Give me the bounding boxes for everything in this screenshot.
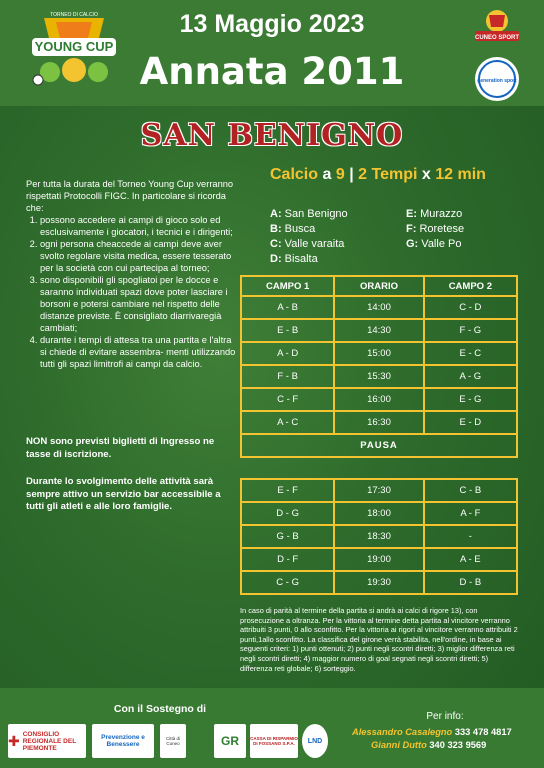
sponsor-name: Città di Cuneo	[165, 736, 180, 746]
match-time: 18:30	[334, 525, 423, 548]
match-campo-2: -	[424, 525, 517, 548]
match-campo-1: E - F	[241, 479, 334, 502]
team-name: Bisalta	[284, 253, 318, 265]
schedule-table-1	[240, 275, 518, 458]
team-entry	[270, 223, 315, 235]
match-campo-1: C - G	[241, 571, 334, 594]
schedule-row	[241, 479, 517, 502]
pausa-label: PAUSA	[241, 434, 517, 457]
schedule-row	[241, 296, 517, 319]
format-duration: 12 min	[435, 166, 486, 183]
rule-item: 2. ogni persona cheaccede ai campi deve aver svolto regolare visita medica, essere tesserato per la società con cui partecipa al torneo;	[40, 238, 236, 274]
schedule-header-row	[241, 276, 517, 296]
team-entry	[406, 238, 461, 250]
match-format	[270, 166, 486, 184]
match-campo-1: G - B	[241, 525, 334, 548]
match-campo-2: E - C	[424, 342, 517, 365]
schedule-row	[241, 365, 517, 388]
rule-item: 3. sono disponibili gli spogliatoi per le docce e saranno individuati spazi dove poter lasciare i borsoni e potersi cambiare nel rispetto delle distanze previste. È consigliato diarrivaregià cambiati;	[40, 274, 236, 334]
sponsor-name: LND	[307, 737, 323, 745]
flag-icon: ✚	[8, 732, 20, 749]
header-campo-1: CAMPO 1	[241, 276, 334, 296]
team-letter: F:	[406, 223, 417, 235]
match-campo-2: C - D	[424, 296, 517, 319]
match-campo-2: F - G	[424, 319, 517, 342]
format-a: a	[322, 166, 332, 183]
sponsor-logo	[302, 724, 328, 758]
sponsor-logo	[214, 724, 246, 758]
format-players: 9	[335, 166, 345, 183]
info-heading: Per info:	[426, 711, 464, 722]
team-name: San Benigno	[284, 208, 348, 220]
match-time: 14:00	[334, 296, 423, 319]
venue-title: SAN BENIGNO	[140, 118, 404, 153]
sponsor-logo	[250, 724, 298, 758]
match-campo-2: E - D	[424, 411, 517, 434]
match-campo-1: A - D	[241, 342, 334, 365]
sponsor-name: CASSA DI RISPARMIO DI FOSSANO S.P.A.	[250, 736, 298, 746]
schedule-row	[241, 411, 517, 434]
rules-block	[26, 178, 236, 370]
rule-item: 4. durante i tempi di attesa tra una partita e l'altra si chiede di evitare assembra- menti utilizzando tutti gli spazi limitrofi ai campi da calcio.	[40, 334, 236, 370]
cuneo-text: CUNEO SPORT	[474, 35, 520, 41]
contact-line	[352, 727, 512, 737]
schedule-row	[241, 502, 517, 525]
schedule-row	[241, 388, 517, 411]
match-campo-2: D - B	[424, 571, 517, 594]
age-group-title: Annata 2011	[139, 50, 405, 93]
team-letter: A:	[270, 208, 282, 220]
format-separator: |	[349, 166, 354, 183]
team-letter: E:	[406, 208, 417, 220]
match-time: 15:00	[334, 342, 423, 365]
generation-text: generation sport	[477, 78, 517, 84]
event-date: 13 Maggio 2023	[179, 10, 365, 38]
schedule-row	[241, 548, 517, 571]
team-letter: G:	[406, 238, 419, 250]
header-orario: ORARIO	[334, 276, 423, 296]
match-time: 18:00	[334, 502, 423, 525]
schedule-row	[241, 342, 517, 365]
support-heading: Con il Sostegno di	[113, 703, 207, 715]
format-x: x	[421, 166, 431, 183]
generation-sport-logo	[474, 56, 520, 102]
match-time: 19:00	[334, 548, 423, 571]
team-letter: D:	[270, 253, 282, 265]
match-campo-2: A - F	[424, 502, 517, 525]
team-entry	[270, 253, 318, 265]
contact-phone[interactable]: 333 478 4817	[454, 727, 512, 737]
team-letter: B:	[270, 223, 282, 235]
match-time: 17:30	[334, 479, 423, 502]
contact-line	[371, 740, 486, 750]
team-entry	[406, 208, 462, 220]
match-campo-1: E - B	[241, 319, 334, 342]
match-campo-1: A - C	[241, 411, 334, 434]
match-time: 16:30	[334, 411, 423, 434]
contact-phone[interactable]: 340 323 9569	[429, 740, 487, 750]
format-halves: 2	[358, 166, 368, 183]
bar-note: Durante lo svolgimento delle attività sarà sempre attivo un servizio bar accessibile a tutti gli atleti e alle loro famiglie.	[26, 476, 221, 512]
sponsor-name: Prevenzione e Benessere	[101, 734, 145, 748]
format-tempi: Tempi	[371, 166, 418, 183]
header-campo-2: CAMPO 2	[424, 276, 517, 296]
schedule-row	[241, 525, 517, 548]
team-entry	[270, 208, 348, 220]
rules-list	[26, 214, 236, 370]
match-campo-1: D - G	[241, 502, 334, 525]
match-time: 15:30	[334, 365, 423, 388]
schedule-table-2	[240, 478, 518, 595]
team-name: Murazzo	[420, 208, 463, 220]
team-entry	[270, 238, 344, 250]
match-time: 16:00	[334, 388, 423, 411]
pausa-row	[241, 434, 517, 457]
contact-name: Alessandro Casalegno	[352, 727, 453, 737]
young-cup-text: YOUNG CUP	[34, 39, 114, 54]
match-time: 19:30	[334, 571, 423, 594]
match-campo-1: F - B	[241, 365, 334, 388]
team-name: Valle varaita	[284, 238, 345, 250]
tickets-note: NON sono previsti biglietti di Ingresso ne tasse di iscrizione.	[26, 436, 215, 460]
team-name: Busca	[284, 223, 316, 235]
young-cup-top-text: TORNEO DI CALCIO	[50, 12, 98, 18]
rules-intro: Per tutta la durata del Torneo Young Cup verranno rispettati Protocolli FIGC. In particolare si ricorda che:	[26, 179, 234, 213]
sponsor-name: GR	[221, 734, 239, 748]
sponsor-logo	[8, 724, 86, 758]
tiebreak-rules: In caso di parità al termine della partita si andrà ai calci di rigore 13), con prosecuzione a oltranza. Per la vittoria al termine detta partita al vincitore verranno attribuiti 3 punti, 0 allo sconfitto. Per la vittoria ai rigori al vincitore verranno attribuiti 2 punti,1allo sconfitto. La classifica del girone verrà stabilita, nell'ordine, in base ai seguenti criteri: 1) punti ottenuti; 2) punti negli scontri diretti; 3) miglior differenza reti negli scontri diretti; 4) maggior numero di goal segnati negli scontri diretti; 5) differenza reti globale; 6) sorteggio.	[240, 606, 518, 673]
contact-name: Gianni Dutto	[371, 740, 427, 750]
sponsor-logo	[160, 724, 186, 758]
cuneo-sport-logo	[467, 5, 527, 49]
team-name: Roretese	[419, 223, 465, 235]
sponsor-name: CONSIGLIO REGIONALE DEL PIEMONTE	[22, 730, 77, 752]
match-campo-2: A - E	[424, 548, 517, 571]
schedule-row	[241, 319, 517, 342]
match-campo-2: C - B	[424, 479, 517, 502]
match-campo-1: C - F	[241, 388, 334, 411]
sponsor-logo	[92, 724, 154, 758]
rule-item: 1. possono accedere ai campi di gioco solo ed esclusivamente i giocatori, i tecnici e i dirigenti;	[40, 214, 236, 238]
match-campo-2: A - G	[424, 365, 517, 388]
format-sport: Calcio	[270, 166, 319, 183]
match-campo-1: A - B	[241, 296, 334, 319]
match-time: 14:30	[334, 319, 423, 342]
schedule-row	[241, 571, 517, 594]
team-entry	[406, 223, 464, 235]
match-campo-1: D - F	[241, 548, 334, 571]
match-campo-2: E - G	[424, 388, 517, 411]
team-name: Valle Po	[421, 238, 462, 250]
team-letter: C:	[270, 238, 282, 250]
